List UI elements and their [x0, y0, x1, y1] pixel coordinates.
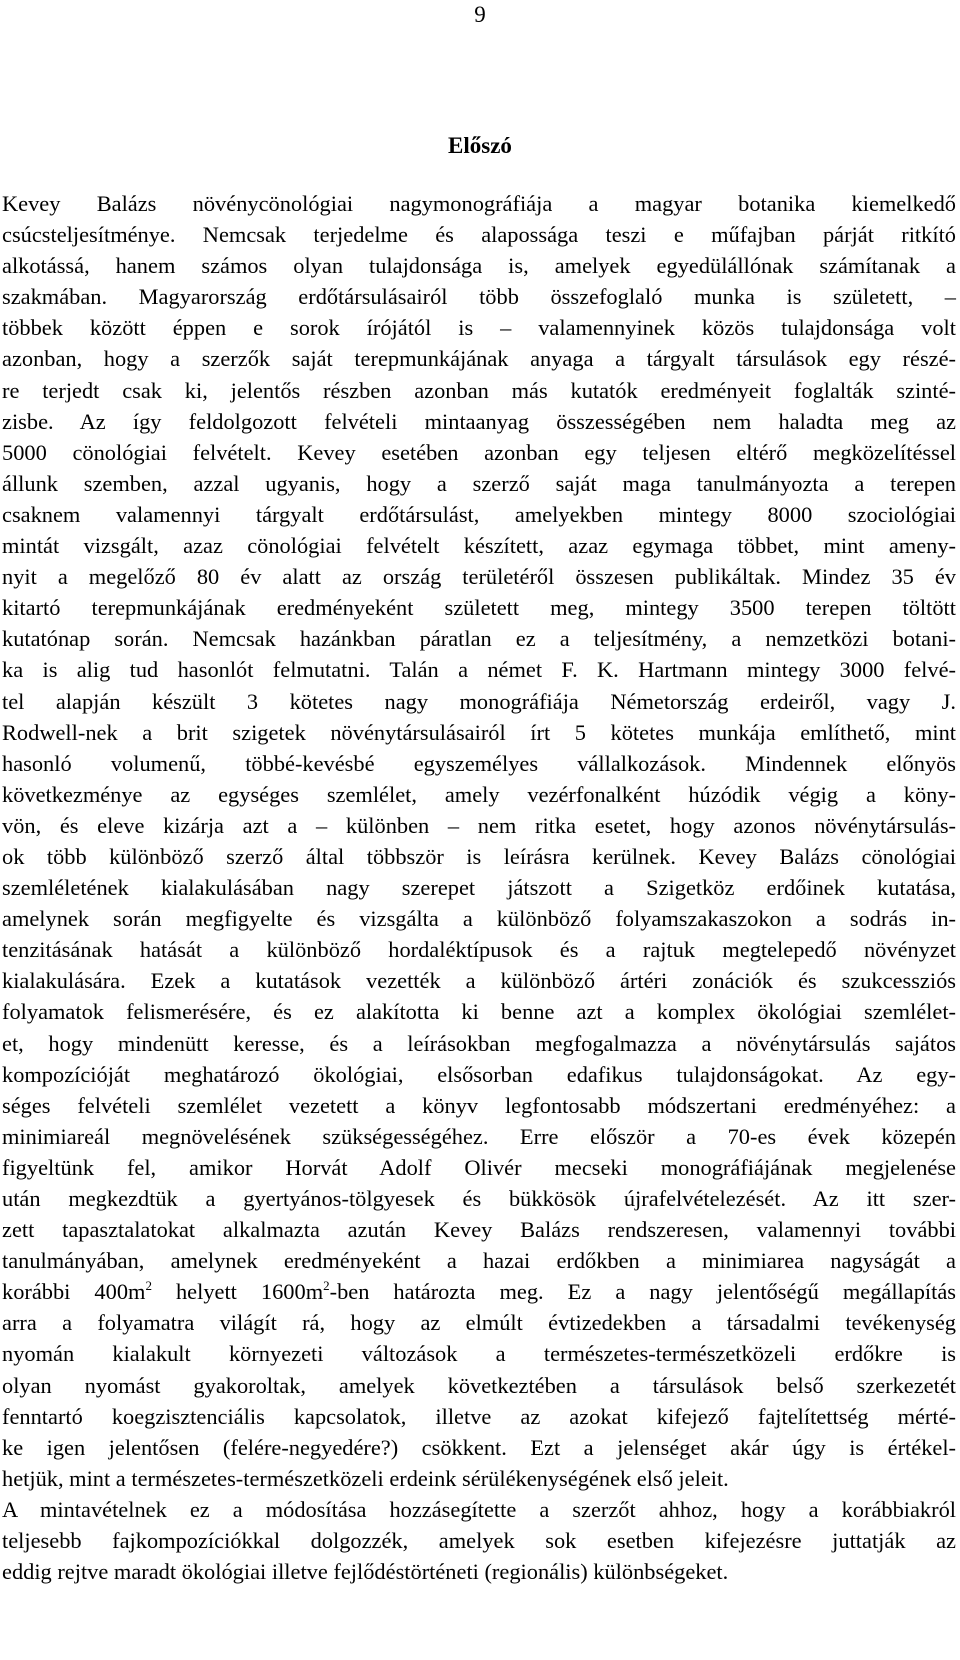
text-line: A mintavételnek ez a módosítása hozzásegítette a szerzőt ahhoz, hogy a korábbiakról [2, 1496, 956, 1522]
text-line: nyit a megelőző 80 év alatt az ország területéről összesen publikáltak. Mindez 35 év [2, 564, 956, 590]
text-line: ke igen jelentősen (felére-negyedére?) csökkent. Ezt a jelenséget akár úgy is értékel- [2, 1434, 956, 1460]
page-title: Előszó [448, 133, 512, 158]
text-line: ka is alig tud hasonlót felmutatni. Talán a német F. K. Hartmann mintegy 3000 felvé- [2, 657, 956, 683]
text-line: et, hogy mindenütt keresse, és a leírásokban megfogalmazza a növénytársulás sajátos [2, 1030, 956, 1056]
text-line: csúcsteljesítménye. Nemcsak terjedelme és alapossága teszi e műfajban párját ritkító [2, 222, 956, 248]
text-line: mintát vizsgált, azaz cönológiai felvételt készített, azaz egymaga többet, mint ameny- [2, 533, 956, 559]
text-line: szakmában. Magyarország erdőtársulásairól több összefoglaló munka is született, – [2, 284, 956, 310]
text-line: vön, és eleve kizárja azt a – különben – nem ritka esetet, hogy azonos növénytársulás- [2, 812, 956, 838]
text-line: kompozícióját meghatározó ökológiai, elsősorban edafikus tulajdonságokat. Az egy- [2, 1061, 956, 1087]
text-line: ok több különböző szerző által többször is leírásra kerülnek. Kevey Balázs cönológiai [2, 843, 956, 869]
text-line: amelynek során megfigyelte és vizsgálta a különböző folyamszakaszokon a sodrás in- [2, 906, 956, 932]
line-part: korábbi 400m [2, 1279, 146, 1305]
text-line: figyeltünk fel, amikor Horvát Adolf Olivér mecseki monográfiájának megjelenése [2, 1154, 956, 1180]
text-line: olyan nyomást gyakoroltak, amelyek következtében a társulások belső szerkezetét [2, 1372, 956, 1398]
text-line: hetjük, mint a természetes-természetközeli erdeink sérülékenységének első jeleit. [2, 1465, 729, 1491]
text-line: arra a folyamatra világít rá, hogy az elmúlt évtizedekben a társadalmi tevékenység [2, 1310, 956, 1336]
superscript: 2 [145, 1278, 152, 1294]
text-line: kitartó terepmunkájának eredményeként született meg, mintegy 3500 terepen töltött [2, 595, 956, 621]
text-line: teljesebb fajkompozíciókkal dolgozzék, amelyek sok esetben kifejezésre juttatják az [2, 1528, 956, 1554]
text-line: állunk szemben, azzal ugyanis, hogy a szerző saját maga tanulmányozta a terepen [2, 470, 956, 496]
text-line: szemléletének kialakulásában nagy szerepet játszott a Szigetköz erdőinek kutatása, [2, 875, 956, 901]
line-part: -ben határozta meg. Ez a nagy jelentőségű megállapítás [329, 1279, 956, 1305]
text-line: séges felvételi szemlélet vezetett a könyv legfontosabb módszertani eredményéhez: a [2, 1092, 956, 1118]
text-line: többek között éppen e sorok írójától is – valamennyinek közös tulajdonsága volt [2, 315, 956, 341]
text-line: re terjedt csak ki, jelentős részben azonban más kutatók eredményeit foglalták szinté- [2, 377, 956, 403]
text-line: zett tapasztalatokat alkalmazta azután Kevey Balázs rendszeresen, valamennyi további [2, 1217, 956, 1243]
text-line: 5000 cönológiai felvételt. Kevey esetében azonban egy teljesen eltérő megközelítéssel [2, 439, 956, 465]
text-line: tanulmányában, amelynek eredményeként a hazai erdőkben a minimiarea nagyságát a [2, 1248, 956, 1274]
text-line: nyomán kialakult környezeti változások a természetes-természetközeli erdőkre is [2, 1341, 956, 1367]
text-line: csaknem valamennyi tárgyalt erdőtársulást, amelyekben mintegy 8000 szociológiai [2, 501, 956, 527]
text-line: eddig rejtve maradt ökológiai illetve fejlődéstörténeti (regionális) különbségeket. [2, 1559, 729, 1585]
body-text [2, 188, 956, 1587]
text-line: zisbe. Az így feldolgozott felvételi mintaanyag összességében nem haladta meg az [2, 408, 956, 434]
text-line: tenzitásának hatását a különböző hordaléktípusok és a rajtuk megtelepedő növényzet [2, 937, 956, 963]
text-line: hasonló volumenű, többé-kevésbé egyszemélyes vállalkozások. Mindennek előnyös [2, 750, 956, 776]
text-line: kialakulására. Ezek a kutatások vezették a különböző ártéri zonációk és szukcessziós [2, 968, 956, 994]
text-line: minimiareál megnövelésének szükségességéhez. Erre először a 70-es évek közepén [2, 1123, 956, 1149]
text-line: azonban, hogy a szerzők saját terepmunkájának anyaga a tárgyalt társulások egy részé- [2, 346, 956, 372]
text-line: tel alapján készült 3 kötetes nagy monográfiája Németország erdeiről, vagy J. [2, 688, 956, 714]
text-line: folyamatok felismerésére, és ez alakította ki benne azt a komplex ökológiai szemlélet- [2, 999, 956, 1025]
text-line: kutatónap során. Nemcsak hazánkban páratlan ez a teljesítmény, a nemzetközi botani- [2, 626, 956, 652]
page-number: 9 [474, 2, 486, 27]
text-line: után megkezdtük a gyertyános-tölgyesek és bükkösök újrafelvételezését. Az itt szer- [2, 1186, 956, 1211]
line-part: helyett 1600m [151, 1279, 324, 1305]
text-line: Rodwell-nek a brit szigetek növénytársulásairól írt 5 kötetes munkája említhető, mint [2, 719, 956, 745]
superscript: 2 [323, 1278, 330, 1294]
text-line: fenntartó koegzisztenciális kapcsolatok, illetve az azokat kifejező fajtelítettség mérté- [2, 1403, 956, 1429]
text-line: alkotássá, hanem számos olyan tulajdonsága is, amelyek egyedülállónak számítanak a [2, 253, 956, 279]
text-line: Kevey Balázs növénycönológiai nagymonográfiája a magyar botanika kiemelkedő [2, 191, 956, 216]
text-line: következménye az egységes szemlélet, amely vezérfonalként húzódik végig a köny- [2, 781, 956, 807]
text-line-with-superscripts [2, 1276, 956, 1307]
